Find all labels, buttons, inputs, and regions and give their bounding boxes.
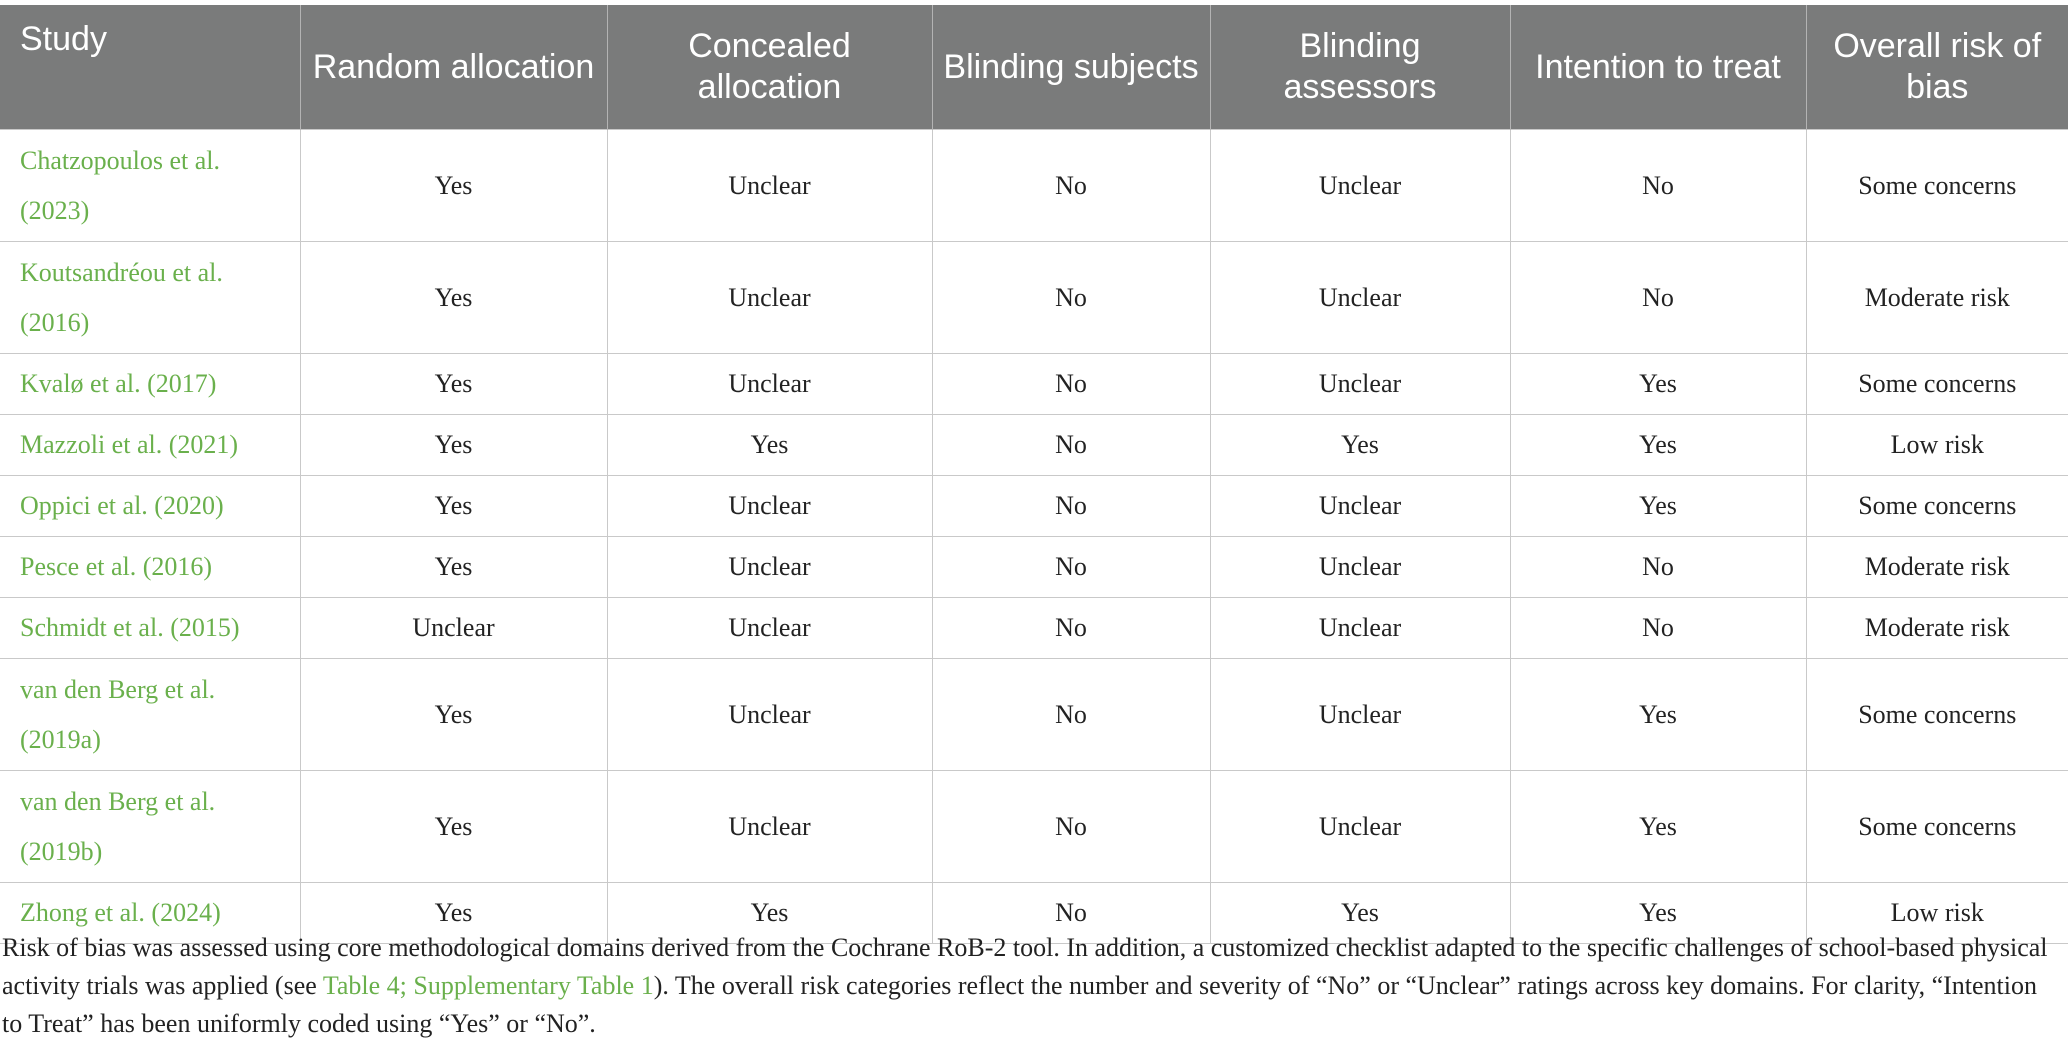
footnote-text-start: Risk of bias was assessed using core methodological domains derived from the Cochrane RoB-2 tool. In addition, a customized checklist adapted to the specific challenges of school-based physical activity trials was applied (see [2, 933, 2048, 1000]
blinding-subjects-cell: No [932, 659, 1210, 771]
table-footnote [0, 929, 2062, 1043]
concealed-allocation-cell: Yes [607, 415, 932, 476]
intention-to-treat-cell: No [1510, 537, 1806, 598]
blinding-assessors-cell: Unclear [1210, 771, 1510, 883]
random-allocation-cell: Yes [300, 771, 607, 883]
blinding-assessors-cell: Yes [1210, 883, 1510, 944]
concealed-allocation-cell: Unclear [607, 242, 932, 354]
header-blinding-subjects: Blinding subjects [932, 5, 1210, 130]
overall-risk-cell: Low risk [1806, 415, 2068, 476]
header-study: Study [0, 5, 300, 130]
intention-to-treat-cell: Yes [1510, 771, 1806, 883]
study-link[interactable]: Oppici et al. (2020) [0, 476, 300, 537]
overall-risk-cell: Some concerns [1806, 771, 2068, 883]
blinding-subjects-cell: No [932, 771, 1210, 883]
overall-risk-cell: Moderate risk [1806, 537, 2068, 598]
concealed-allocation-cell: Unclear [607, 476, 932, 537]
intention-to-treat-cell: Yes [1510, 659, 1806, 771]
intention-to-treat-cell: No [1510, 130, 1806, 242]
blinding-assessors-cell: Unclear [1210, 598, 1510, 659]
random-allocation-cell: Yes [300, 883, 607, 944]
blinding-assessors-cell: Unclear [1210, 659, 1510, 771]
random-allocation-cell: Yes [300, 354, 607, 415]
blinding-subjects-cell: No [932, 354, 1210, 415]
concealed-allocation-cell: Unclear [607, 598, 932, 659]
overall-risk-cell: Some concerns [1806, 476, 2068, 537]
table-row [0, 537, 2068, 598]
overall-risk-cell: Moderate risk [1806, 598, 2068, 659]
blinding-assessors-cell: Unclear [1210, 537, 1510, 598]
table-reference-link[interactable]: Table 4; Supplementary Table 1 [322, 971, 654, 1000]
overall-risk-cell: Some concerns [1806, 354, 2068, 415]
blinding-subjects-cell: No [932, 598, 1210, 659]
overall-risk-cell: Some concerns [1806, 659, 2068, 771]
concealed-allocation-cell: Unclear [607, 771, 932, 883]
blinding-subjects-cell: No [932, 883, 1210, 944]
intention-to-treat-cell: Yes [1510, 883, 1806, 944]
study-link[interactable]: van den Berg et al. (2019a) [0, 659, 300, 771]
overall-risk-cell: Low risk [1806, 883, 2068, 944]
blinding-subjects-cell: No [932, 415, 1210, 476]
table-row [0, 771, 2068, 883]
table-container [0, 5, 2068, 944]
blinding-assessors-cell: Unclear [1210, 354, 1510, 415]
concealed-allocation-cell: Unclear [607, 354, 932, 415]
table-row [0, 415, 2068, 476]
table-row [0, 354, 2068, 415]
study-link[interactable]: Chatzopoulos et al. (2023) [0, 130, 300, 242]
random-allocation-cell: Yes [300, 476, 607, 537]
random-allocation-cell: Yes [300, 242, 607, 354]
intention-to-treat-cell: Yes [1510, 415, 1806, 476]
table-row [0, 476, 2068, 537]
study-link[interactable]: Zhong et al. (2024) [0, 883, 300, 944]
study-link[interactable]: Mazzoli et al. (2021) [0, 415, 300, 476]
study-link[interactable]: Kvalø et al. (2017) [0, 354, 300, 415]
table-row [0, 130, 2068, 242]
blinding-assessors-cell: Unclear [1210, 476, 1510, 537]
blinding-assessors-cell: Unclear [1210, 130, 1510, 242]
header-row [0, 5, 2068, 130]
random-allocation-cell: Yes [300, 537, 607, 598]
study-link[interactable]: Schmidt et al. (2015) [0, 598, 300, 659]
footnote-text-end: ). The overall risk categories reflect the number and severity of “No” or “Unclear” ratings across key domains. For clarity, “Intention to Treat” has been uniformly coded using “Yes” or “No”. [2, 971, 2037, 1038]
blinding-subjects-cell: No [932, 537, 1210, 598]
table-row [0, 659, 2068, 771]
intention-to-treat-cell: No [1510, 598, 1806, 659]
blinding-assessors-cell: Unclear [1210, 242, 1510, 354]
overall-risk-cell: Some concerns [1806, 130, 2068, 242]
intention-to-treat-cell: Yes [1510, 476, 1806, 537]
header-overall-risk: Overall risk of bias [1806, 5, 2068, 130]
header-random-allocation: Random allocation [300, 5, 607, 130]
concealed-allocation-cell: Unclear [607, 537, 932, 598]
table-row [0, 242, 2068, 354]
study-link[interactable]: Koutsandréou et al. (2016) [0, 242, 300, 354]
blinding-subjects-cell: No [932, 242, 1210, 354]
header-intention-to-treat: Intention to treat [1510, 5, 1806, 130]
intention-to-treat-cell: Yes [1510, 354, 1806, 415]
risk-of-bias-table [0, 5, 2068, 944]
intention-to-treat-cell: No [1510, 242, 1806, 354]
concealed-allocation-cell: Unclear [607, 659, 932, 771]
random-allocation-cell: Yes [300, 659, 607, 771]
study-link[interactable]: Pesce et al. (2016) [0, 537, 300, 598]
study-link[interactable]: van den Berg et al. (2019b) [0, 771, 300, 883]
concealed-allocation-cell: Unclear [607, 130, 932, 242]
random-allocation-cell: Yes [300, 130, 607, 242]
blinding-assessors-cell: Yes [1210, 415, 1510, 476]
random-allocation-cell: Yes [300, 415, 607, 476]
concealed-allocation-cell: Yes [607, 883, 932, 944]
header-concealed-allocation: Concealed allocation [607, 5, 932, 130]
overall-risk-cell: Moderate risk [1806, 242, 2068, 354]
table-row [0, 598, 2068, 659]
blinding-subjects-cell: No [932, 130, 1210, 242]
header-blinding-assessors: Blinding assessors [1210, 5, 1510, 130]
random-allocation-cell: Unclear [300, 598, 607, 659]
blinding-subjects-cell: No [932, 476, 1210, 537]
